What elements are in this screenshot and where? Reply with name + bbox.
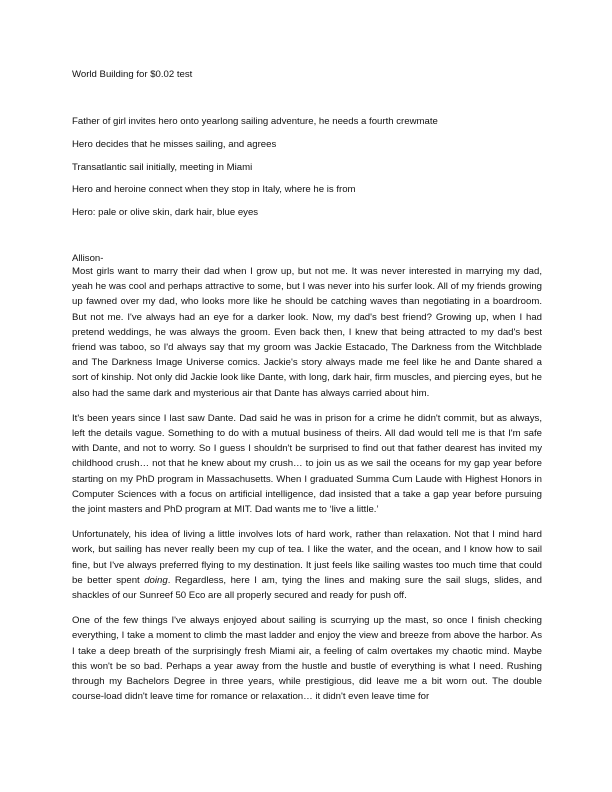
story-paragraph-4: One of the few things I've always enjoyed about sailing is scurrying up the mast, so once I finish checking everything, I take a moment to climb the mast ladder and enjoy the view and breeze from above the harbor. As I take a deep breath of the surprisingly fresh Miami air, a feeling of calm overtakes my chaotic mind. Maybe this won't be so bad. Perhaps a year away from the hustle and bustle of everything is what I need. Rushing through my Bachelors Degree in three years, while prestigious, did leave me a bit worn out. The double course-load didn't leave time for romance or relaxation… it didn't even leave time for <box>72 615 542 703</box>
story-paragraph-3 <box>72 527 542 603</box>
note-line: Hero: pale or olive skin, dark hair, blue eyes <box>72 207 259 219</box>
paragraph-3-text-end: . Regardless, here I am, tying the lines and making sure the sail slugs, slides, and shackles of our Sunreef 50 Eco are all properly secured and ready for push off. <box>72 574 542 602</box>
document-title: World Building for $0.02 test <box>72 69 193 80</box>
emphasized-word: doing <box>144 574 168 586</box>
document-body <box>72 68 542 270</box>
section-heading: Allison- <box>72 253 104 265</box>
note-line: Hero and heroine connect when they stop in Italy, where he is from <box>72 184 356 196</box>
world-building-notes <box>72 115 542 219</box>
story-paragraph-2: It's been years since I last saw Dante. Dad said he was in prison for a crime he didn't commit, but as always, left the details vague. Something to do with a mutual business of theirs. All dad would tell me is that I'm safe with Dante, and not to worry. So I guess I shouldn't be surprised to find out that father dearest has invited my childhood crush… not that he knew about my crush… to join us as we sail the oceans for my gap year before starting on my PhD program in Massachusetts. When I graduated Summa Cum Laude with Highest Honors in Computer Sciences with a focus on artificial intelligence, dad insisted that a take a gap year before pursuing the joint masters and PhD program at MIT. Dad wants me to ‘live a little.’ <box>72 412 542 516</box>
story-text <box>72 264 542 792</box>
story-paragraph-1: Most girls want to marry their dad when I grow up, but not me. It was never interested in marrying my dad, yeah he was cool and perhaps attractive to some, but I was never into his surfer look. All of my friends growing up fawned over my dad, who looks more like he should be catching waves than negotiating in a boardroom. But not me. I've always had an eye for a darker look. Now, my dad's best friend? Growing up, when I had pretend weddings, he was always the groom. Even back then, I knew that being attracted to my dad's best friend was taboo, so I'd always say that my groom was Jackie Estacado, The Darkness from the Witchblade and The Darkness Image Universe comics. Jackie's story always made me feel like he and Dante shared a sort of kinship. Not only did Jackie look like Dante, with long, dark hair, firm muscles, and piercing eyes, but he also had the same dark and mysterious air that Dante has always carried about him. <box>72 266 542 399</box>
note-line: Father of girl invites hero onto yearlong sailing adventure, he needs a fourth crewmate <box>72 116 438 127</box>
paragraph-3-text-start: Unfortunately, his idea of living a little involves lots of hard work, rather than relaxation. Not that I mind hard work, but sailing has never really been my cup of tea. I like the water, and the ocean, and I know how to sail fine, but I've always preferred flying to my destination. It just feels like sailing wastes too much time that could be better spent <box>72 529 542 586</box>
note-line: Transatlantic sail initially, meeting in Miami <box>72 161 253 173</box>
note-line: Hero decides that he misses sailing, and agrees <box>72 138 277 150</box>
